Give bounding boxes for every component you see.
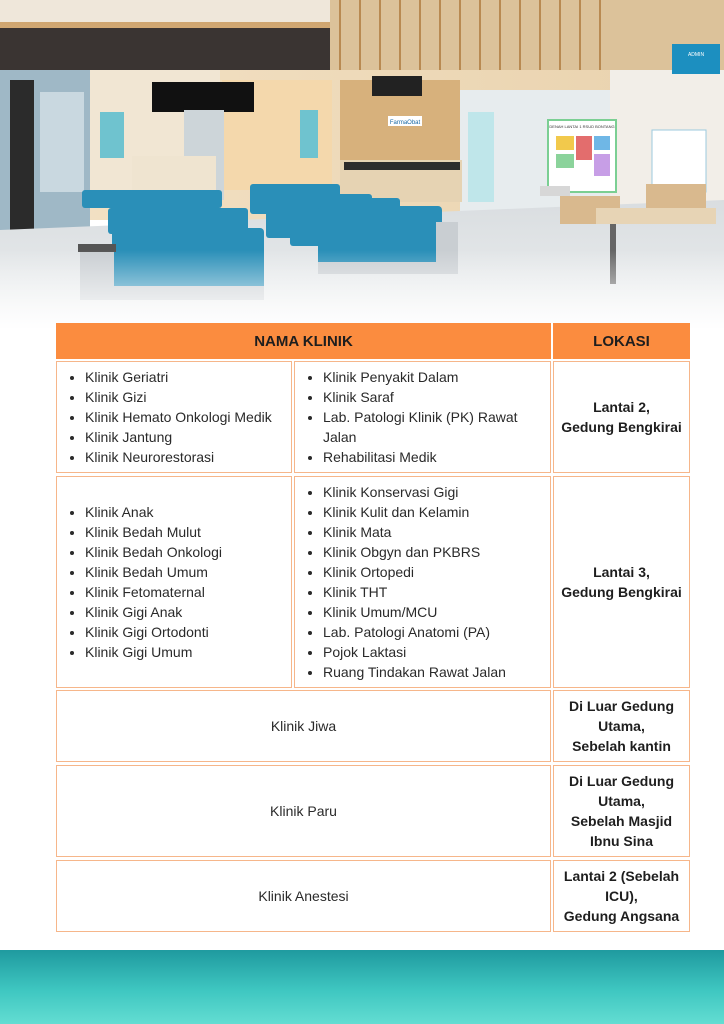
list-item: • Klinik Ortopedi (323, 562, 506, 582)
screen-admin-text: ADMIN (687, 52, 705, 58)
list-item: • Ruang Tindakan Rawat Jalan (323, 662, 506, 682)
row1-left-cell (56, 361, 292, 473)
list-item: • Pojok Laktasi (323, 642, 506, 662)
list-item: • Klinik Obgyn dan PKBRS (323, 542, 506, 562)
list-item: • Klinik Gizi (85, 387, 272, 407)
list-item: • Klinik Mata (323, 522, 506, 542)
list-item: • Lab. Patologi Klinik (PK) Rawat Jalan (323, 407, 544, 447)
list-item: • Klinik Neurorestorasi (85, 447, 272, 467)
footer-band (0, 950, 724, 1024)
row1-location: Lantai 2, Gedung Bengkirai (553, 361, 690, 473)
list-item: • Klinik Bedah Mulut (85, 522, 222, 542)
list-item: • Klinik Saraf (323, 387, 544, 407)
list-item: • Klinik Umum/MCU (323, 602, 506, 622)
list-item: • Klinik Anak (85, 502, 222, 522)
row1-right-cell (294, 361, 551, 473)
row5-location: Lantai 2 (Sebelah ICU), Gedung Angsana (553, 860, 690, 932)
list-item: • Klinik Bedah Umum (85, 562, 222, 582)
list-item: • Klinik Jantung (85, 427, 272, 447)
row1-right-list (295, 367, 550, 467)
row4-clinic-name: Klinik Paru (56, 765, 551, 857)
row2-location: Lantai 3, Gedung Bengkirai (553, 476, 690, 688)
row3-clinic-name: Klinik Jiwa (56, 690, 551, 762)
list-item: • Klinik Hemato Onkologi Medik (85, 407, 272, 427)
list-item: • Rehabilitasi Medik (323, 447, 544, 467)
list-item: • Klinik Gigi Umum (85, 642, 222, 662)
list-item: • Klinik Geriatri (85, 367, 272, 387)
list-item: • Klinik Konservasi Gigi (323, 482, 506, 502)
list-item: • Klinik THT (323, 582, 506, 602)
list-item: • Klinik Bedah Onkologi (85, 542, 222, 562)
list-item: • Klinik Fetomaternal (85, 582, 222, 602)
pharmacy-sign-text: FarmaObat (389, 120, 421, 126)
row2-left-list (57, 502, 228, 662)
list-item: • Klinik Penyakit Dalam (323, 367, 544, 387)
list-item: • Lab. Patologi Anatomi (PA) (323, 622, 506, 642)
row4-location: Di Luar Gedung Utama, Sebelah Masjid Ibnu Sina (553, 765, 690, 857)
list-item: • Klinik Kulit dan Kelamin (323, 502, 506, 522)
header-clinic-name: NAMA KLINIK (56, 323, 551, 359)
list-item: • Klinik Gigi Ortodonti (85, 622, 222, 642)
row2-right-cell (294, 476, 551, 688)
photo-fade (0, 250, 724, 330)
list-item: • Klinik Gigi Anak (85, 602, 222, 622)
row3-location: Di Luar Gedung Utama, Sebelah kantin (553, 690, 690, 762)
lobby-photo (0, 0, 724, 330)
floor-plan-text: DENAH LANTAI 1 RSUD BONTANG (549, 124, 615, 129)
header-location: LOKASI (553, 323, 690, 359)
row1-left-list (57, 367, 278, 467)
row2-right-list (295, 482, 512, 682)
row5-clinic-name: Klinik Anestesi (56, 860, 551, 932)
row2-left-cell (56, 476, 292, 688)
